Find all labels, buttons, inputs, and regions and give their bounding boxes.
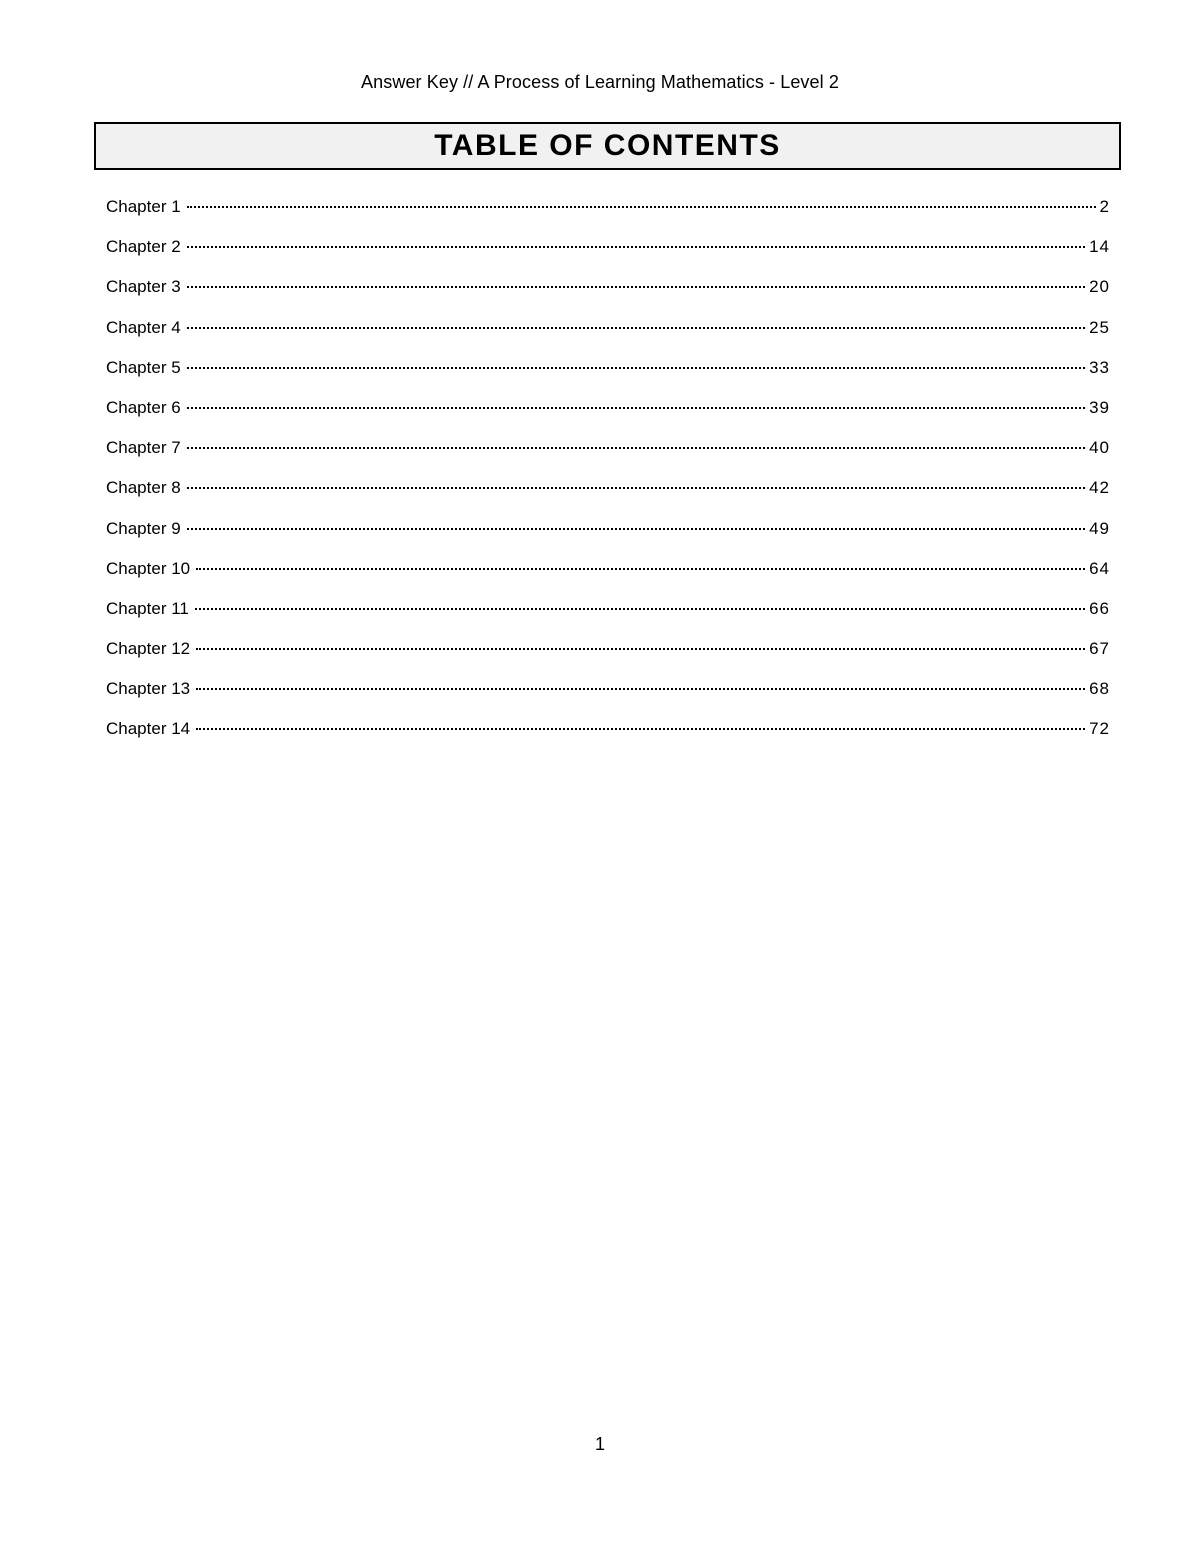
toc-entry-label: Chapter 3 — [106, 277, 181, 297]
toc-entry-label: Chapter 9 — [106, 518, 181, 538]
toc-entry-page: 67 — [1089, 639, 1110, 659]
running-header: Answer Key // A Process of Learning Mathematics - Level 2 — [361, 72, 839, 92]
toc-dot-leader — [195, 608, 1085, 610]
toc-entry-page: 42 — [1089, 478, 1110, 498]
toc-entry-label: Chapter 7 — [106, 438, 181, 458]
toc-entry-label: Chapter 14 — [106, 719, 191, 739]
toc-entry-page: 33 — [1089, 357, 1110, 377]
toc-dot-leader — [196, 568, 1085, 570]
toc-entry-chapter-5[interactable] — [106, 355, 1110, 395]
toc-entry-label: Chapter 11 — [106, 598, 189, 618]
toc-dot-leader — [187, 286, 1085, 288]
toc-entry-label: Chapter 13 — [106, 679, 191, 699]
toc-entry-page: 49 — [1089, 518, 1110, 538]
toc-entry-page: 72 — [1089, 719, 1110, 739]
toc-dot-leader — [196, 648, 1085, 650]
toc-dot-leader — [187, 367, 1085, 369]
toc-dot-leader — [187, 447, 1085, 449]
toc-entry-chapter-14[interactable] — [106, 716, 1110, 756]
toc-entry-page: 66 — [1089, 598, 1110, 618]
toc-entry-label: Chapter 1 — [106, 197, 181, 216]
toc-entry-label: Chapter 12 — [106, 639, 191, 659]
table-of-contents — [106, 194, 1110, 757]
toc-entry-chapter-2[interactable] — [106, 234, 1110, 274]
toc-entry-page: 40 — [1089, 438, 1110, 458]
toc-entry-chapter-10[interactable] — [106, 556, 1110, 596]
page-number: 1 — [594, 1434, 605, 1454]
toc-entry-chapter-6[interactable] — [106, 395, 1110, 435]
toc-entry-chapter-12[interactable] — [106, 636, 1110, 676]
toc-entry-page: 39 — [1089, 397, 1110, 417]
toc-dot-leader — [196, 728, 1085, 730]
toc-entry-label: Chapter 2 — [106, 237, 181, 257]
toc-entry-label: Chapter 5 — [106, 357, 181, 377]
toc-dot-leader — [196, 688, 1085, 690]
toc-dot-leader — [187, 487, 1085, 489]
toc-entry-label: Chapter 10 — [106, 558, 191, 578]
title-box — [94, 122, 1121, 170]
toc-entry-chapter-8[interactable] — [106, 475, 1110, 515]
toc-dot-leader — [187, 206, 1096, 208]
toc-entry-page: 14 — [1089, 237, 1110, 257]
toc-entry-page: 20 — [1089, 277, 1110, 297]
toc-entry-label: Chapter 8 — [106, 478, 181, 498]
page-title: TABLE OF CONTENTS — [434, 129, 781, 162]
toc-entry-page: 2 — [1099, 197, 1110, 216]
toc-dot-leader — [187, 246, 1085, 248]
toc-dot-leader — [187, 407, 1085, 409]
toc-entry-page: 68 — [1089, 679, 1110, 699]
toc-entry-chapter-11[interactable] — [106, 596, 1110, 636]
toc-entry-chapter-7[interactable] — [106, 435, 1110, 475]
toc-entry-chapter-4[interactable] — [106, 315, 1110, 355]
toc-entry-page: 25 — [1089, 317, 1110, 337]
toc-dot-leader — [187, 528, 1085, 530]
toc-entry-label: Chapter 4 — [106, 317, 181, 337]
toc-entry-chapter-9[interactable] — [106, 516, 1110, 556]
toc-entry-label: Chapter 6 — [106, 397, 181, 417]
toc-entry-chapter-3[interactable] — [106, 274, 1110, 314]
toc-dot-leader — [187, 327, 1085, 329]
toc-entry-chapter-13[interactable] — [106, 676, 1110, 716]
toc-entry-page: 64 — [1089, 558, 1110, 578]
toc-entry-chapter-1[interactable] — [106, 194, 1110, 234]
